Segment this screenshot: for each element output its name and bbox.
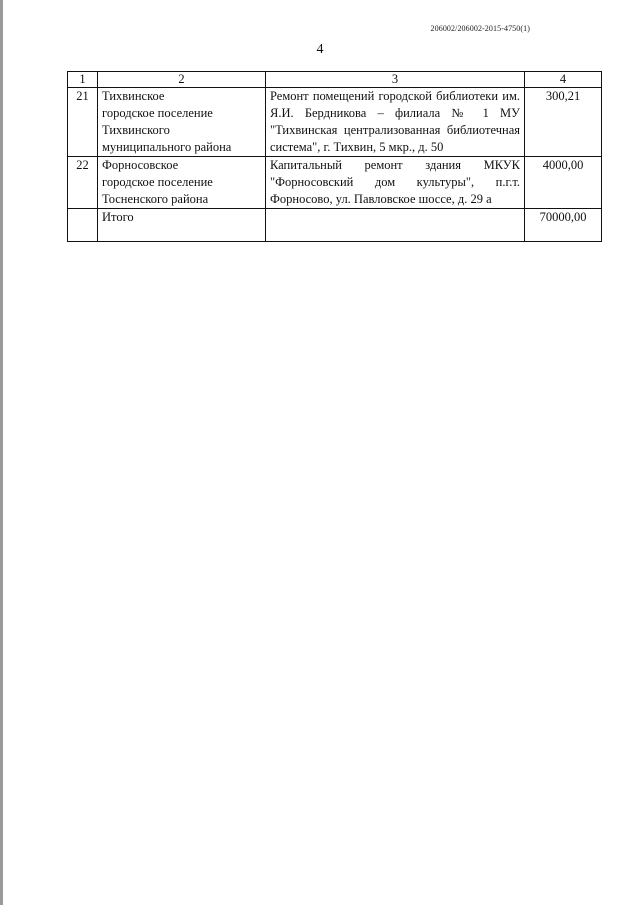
total-amount: 70000,00 [525, 209, 602, 242]
empty-cell [68, 209, 98, 242]
allocation-table [67, 71, 602, 242]
table-row [68, 157, 602, 209]
page-number: 4 [316, 42, 324, 57]
total-label: Итого [98, 209, 266, 242]
scan-edge [0, 0, 3, 905]
municipality-line: городское поселение [102, 175, 213, 189]
table-row [68, 88, 602, 157]
amount-cell: 4000,00 [525, 157, 602, 209]
municipality-cell [98, 88, 266, 157]
column-header: 4 [525, 72, 602, 88]
municipality-cell [98, 157, 266, 209]
work-description: Ремонт помещений городской библиотеки им. Я.И. Бердникова – филиала № 1 МУ "Тихвинская централизованная библиотечная система", г. Тихвин, 5 мкр., д. 50 [266, 88, 525, 157]
document-id: 206002/206002-2015-4750(1) [430, 24, 530, 33]
work-description: Капитальный ремонт здания МКУК "Форносовский дом культуры", п.г.т. Форносово, ул. Павловское шоссе, д. 29 а [266, 157, 525, 209]
municipality-line: Тосненского района [102, 192, 209, 206]
row-number: 21 [68, 88, 98, 157]
municipality-line: Тихвинского [102, 123, 170, 137]
total-row [68, 209, 602, 242]
municipality-line: Форносовское [102, 158, 179, 172]
table-header-row [68, 72, 602, 88]
municipality-line: городское поселение [102, 106, 213, 120]
municipality-line: Тихвинское [102, 89, 165, 103]
column-header: 2 [98, 72, 266, 88]
municipality-line: муниципального района [102, 140, 232, 154]
empty-cell [266, 209, 525, 242]
column-header: 3 [266, 72, 525, 88]
row-number: 22 [68, 157, 98, 209]
amount-cell: 300,21 [525, 88, 602, 157]
column-header: 1 [68, 72, 98, 88]
